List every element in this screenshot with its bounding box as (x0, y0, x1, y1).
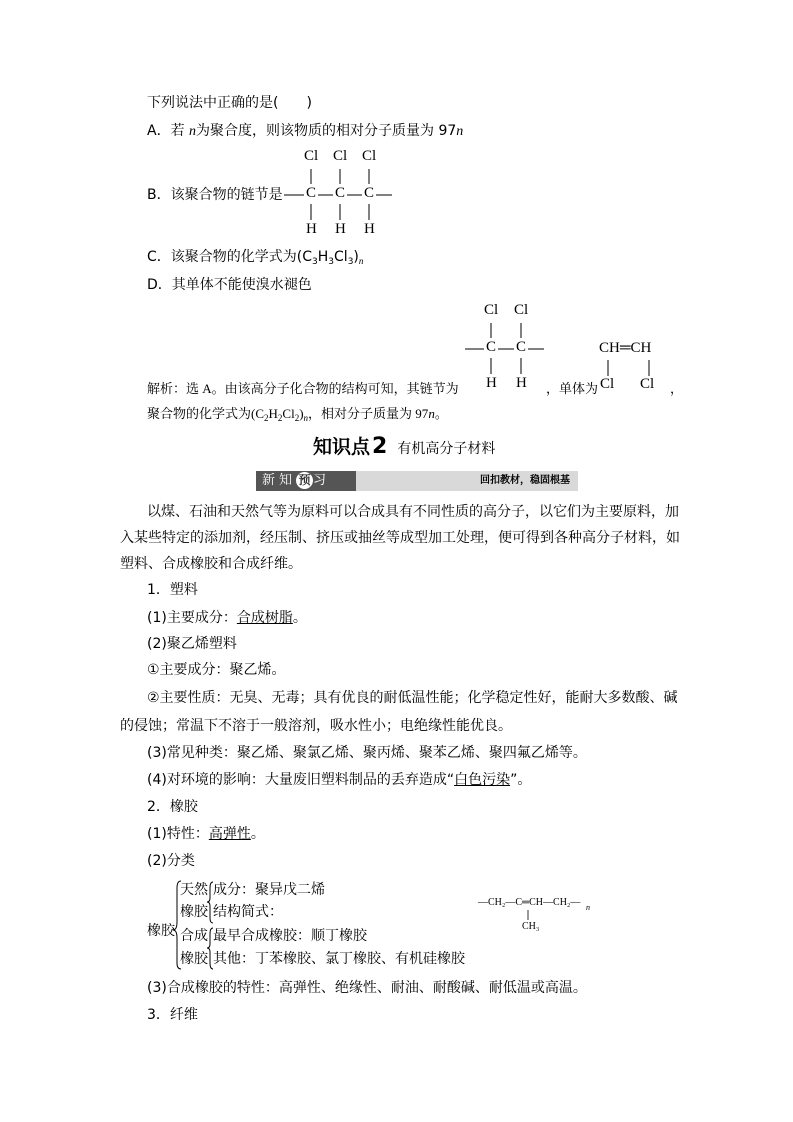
option-c-sub3: 3 (347, 257, 354, 267)
rubber-heading: 2．橡胶 (147, 799, 198, 815)
option-c-n: n (358, 256, 364, 266)
banner-circle: 预 (296, 472, 313, 489)
banner-left (256, 471, 356, 491)
analysis-sub3: 2 (294, 413, 300, 423)
plastic-p2: (2)聚乙烯塑料 (147, 636, 237, 652)
analysis-monomer-structure (599, 340, 669, 396)
analysis-period: 。 (434, 406, 448, 421)
fiber-heading: 3．纤维 (147, 1007, 198, 1023)
class-b2a: 合成 (180, 928, 208, 944)
analysis-lead: 解析：选 A。由该高分子化合物的结构可知，其链节为 (147, 381, 459, 396)
option-d: D．其单体不能使溴水褪色 (147, 277, 312, 293)
class-b1b: 橡胶 (180, 904, 208, 920)
option-b-label: B．该聚合物的链节是 (147, 187, 283, 203)
plastic-p2b-2: 的侵蚀；常温下不溶于一般溶剂，吸水性小；电绝缘性能优良。 (120, 718, 512, 734)
analysis-h: H (268, 406, 278, 421)
struct-b-bonds (282, 148, 394, 240)
analysis-close: ) (299, 406, 304, 421)
monomer-bonds (599, 340, 669, 396)
analysis-n: n (303, 413, 309, 423)
isoprene-main: —CH₂—C═CH—CH₂— (478, 897, 581, 908)
analysis-cl2: Cl (514, 302, 529, 318)
analysis-mass: ，相对分子质量为 97 (308, 406, 429, 421)
banner-left-text2: 习 (313, 473, 331, 488)
analysis-chain-bonds (464, 302, 546, 394)
class-leaf-3: 最早合成橡胶：顺丁橡胶 (213, 928, 367, 944)
option-a (147, 121, 463, 142)
isoprene-formula (478, 897, 598, 937)
class-b2b: 橡胶 (180, 951, 208, 967)
option-c-h: H (317, 249, 329, 265)
struct-b-cl2: Cl (333, 148, 348, 164)
plastic-p4-end: ”。 (510, 772, 532, 788)
analysis-cl1: Cl (484, 302, 499, 318)
intro-line-1: 以煤、石油和天然气等为原料可以合成具有不同性质的高分子，以它们为主要原料，加 (147, 504, 679, 520)
class-b1a: 天然 (180, 882, 208, 898)
struct-b-h2: H (335, 221, 346, 237)
class-root: 橡胶 (147, 923, 175, 939)
analysis-h2: H (516, 375, 527, 391)
analysis-mid: ，单体为 (546, 381, 599, 396)
analysis-c2: C (516, 339, 527, 355)
struct-b-c1: C (306, 185, 317, 201)
struct-b-c2: C (335, 185, 346, 201)
option-c (147, 247, 363, 272)
rubber-p1 (147, 824, 265, 844)
plastic-p2a: ①主要成分：聚乙烯。 (147, 662, 286, 678)
class-leaf-2: 结构简式： (213, 904, 283, 920)
option-c-sub1: 3 (312, 257, 318, 267)
struct-b-cl1: Cl (304, 148, 319, 164)
rubber-p2: (2)分类 (147, 853, 195, 869)
intro-line-3: 塑料、合成橡胶和合成纤维。 (120, 556, 302, 572)
analysis-cl: Cl (282, 406, 295, 421)
banner-right: 回扣教材，稳固根基 (356, 471, 578, 491)
class-braces (147, 878, 227, 970)
isoprene-ch3: CH₃ (522, 921, 540, 932)
plastic-p1 (147, 608, 307, 628)
analysis-sub2: 2 (277, 413, 283, 423)
monomer-cl1: Cl (600, 376, 615, 392)
option-a-n: n (189, 124, 197, 139)
option-a-n2: n (456, 124, 464, 139)
plastic-p1-pre: (1)主要成分： (147, 610, 237, 626)
monomer-top: CH═CH (599, 340, 652, 356)
monomer-cl2: Cl (640, 376, 655, 392)
option-c-cl: Cl (334, 249, 348, 265)
intro-line-2: 入某些特定的添加剂，经压制、挤压或抽丝等成型加工处理，便可得到各种高分子材料，如 (120, 530, 680, 546)
option-c-close: ) (353, 249, 359, 265)
plastic-p2b-1: ②主要性质：无臭、无毒；具有优良的耐低温性能；化学稳定性好，能耐大多数酸、碱 (147, 690, 678, 706)
struct-b-c3: C (364, 185, 375, 201)
rubber-p1-end: 。 (250, 826, 265, 842)
plastic-p4 (147, 770, 531, 790)
analysis-end: ， (670, 381, 684, 396)
analysis-c1: C (486, 339, 497, 355)
analysis-formula-pre: 聚合物的化学式为(C (147, 406, 265, 421)
analysis-chain-structure (464, 302, 546, 394)
option-c-sub2: 3 (328, 257, 335, 267)
isoprene-bond (478, 897, 598, 937)
isoprene-n: n (586, 903, 590, 912)
section-title (313, 434, 495, 462)
structure-b (282, 148, 394, 240)
analysis-sub1: 2 (264, 413, 269, 423)
plastic-p4-pre: (4)对环境的影响：大量废旧塑料制品的丢弃造成“ (147, 772, 455, 788)
section-title-small: 有机高分子材料 (397, 441, 496, 457)
analysis-h1: H (486, 375, 497, 391)
option-c-text: C．该聚合物的化学式为(C (147, 249, 313, 265)
rubber-p3: (3)合成橡胶的特性：高弹性、绝缘性、耐油、耐酸碱、耐低温或高温。 (147, 980, 587, 996)
analysis-line-1 (147, 379, 459, 399)
plastic-heading: 1．塑料 (147, 582, 198, 598)
question-stem: 下列说法中正确的是( ) (147, 95, 312, 111)
analysis-line-2 (147, 404, 448, 428)
rubber-p1-answer: 高弹性 (208, 826, 251, 842)
analysis-n2: n (428, 406, 435, 421)
plastic-p1-answer: 合成树脂 (236, 610, 293, 626)
class-leaf-1: 成分：聚异戊二烯 (213, 882, 325, 898)
plastic-p4-answer: 白色污染 (454, 772, 511, 788)
rubber-p1-pre: (1)特性： (147, 826, 209, 842)
section-title-num: 2 (372, 434, 388, 459)
section-title-big: 知识点 (313, 436, 371, 458)
plastic-p1-end: 。 (292, 610, 307, 626)
option-a-text: A．若 (147, 123, 190, 139)
struct-b-cl3: Cl (362, 148, 377, 164)
plastic-p3: (3)常见种类：聚乙烯、聚氯乙烯、聚丙烯、聚苯乙烯、聚四氟乙烯等。 (147, 745, 587, 761)
rubber-classification (147, 878, 477, 970)
struct-b-h1: H (306, 221, 317, 237)
banner-left-text: 新知 (262, 473, 297, 488)
struct-b-h3: H (364, 221, 375, 237)
class-leaf-4: 其他：丁苯橡胶、氯丁橡胶、有机硅橡胶 (213, 951, 465, 967)
preview-banner (256, 471, 578, 491)
option-a-text2: 为聚合度，则该物质的相对分子质量为 97 (196, 123, 457, 139)
